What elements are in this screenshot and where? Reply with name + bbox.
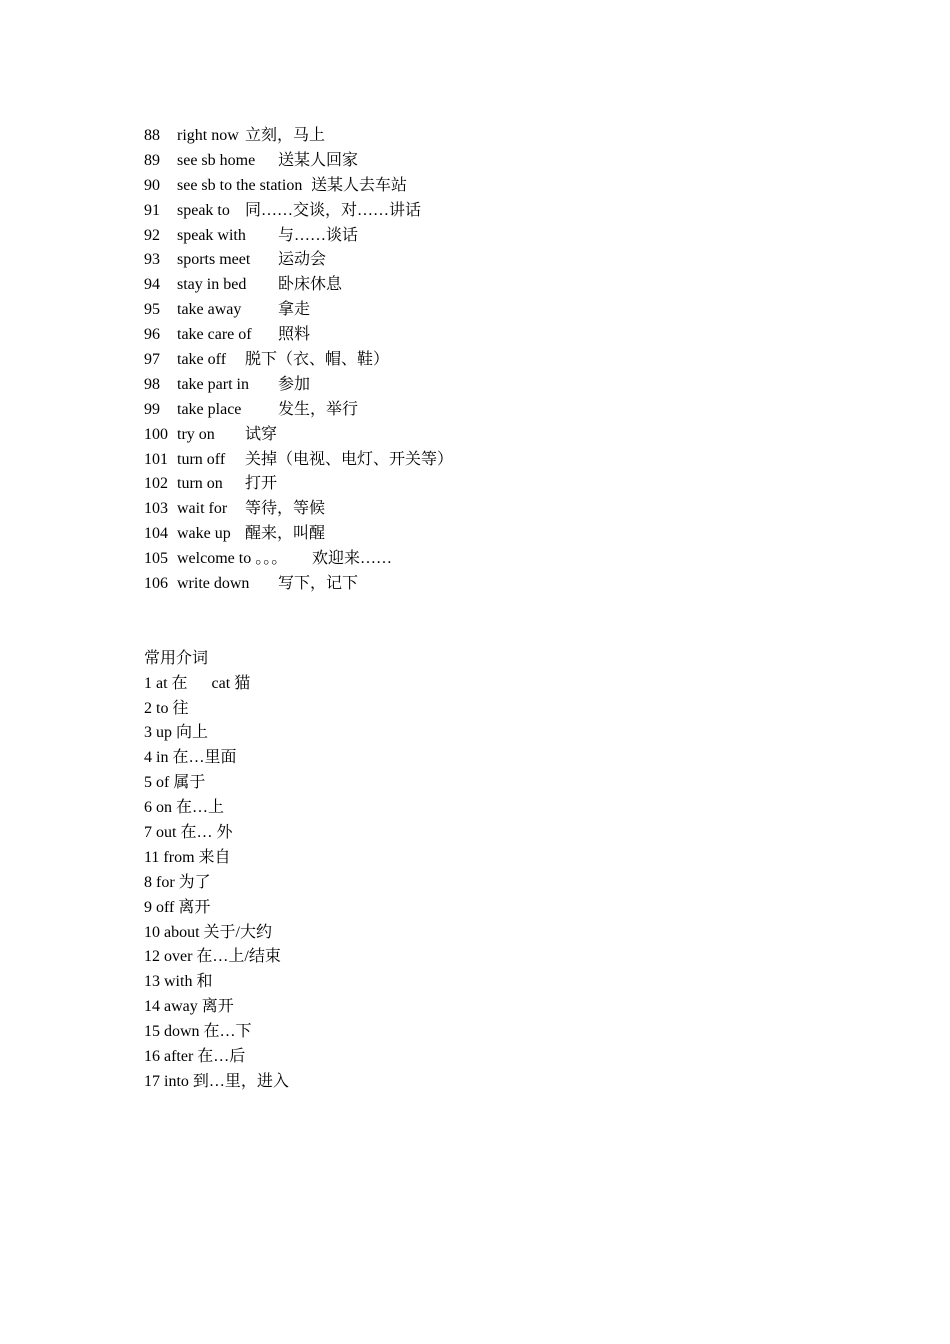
phrase-meaning: 立刻，马上 — [245, 127, 326, 144]
phrase-row — [144, 472, 844, 497]
preposition-item: 15 down 在…下 — [144, 1023, 252, 1041]
preposition-item: 16 after 在…后 — [144, 1047, 246, 1065]
preposition-item: 17 into 到…里，进入 — [144, 1072, 289, 1090]
phrase-number: 96 — [144, 326, 160, 344]
preposition-item: 2 to 往 — [144, 699, 189, 717]
phrase-text: wait for — [177, 500, 228, 518]
phrase-number: 92 — [144, 226, 160, 244]
phrase-meaning: 卧床休息 — [278, 276, 343, 294]
phrase-meaning: 送某人回家 — [278, 151, 359, 169]
phrase-row — [144, 149, 844, 174]
phrase-row — [144, 398, 844, 423]
document-page — [144, 124, 844, 1095]
preposition-item: 1 at 在 cat 猫 — [144, 674, 251, 692]
phrase-number: 101 — [144, 450, 168, 468]
phrase-number: 90 — [144, 176, 160, 194]
phrase-text: take off — [177, 351, 227, 369]
phrase-meaning: 打开 — [245, 475, 278, 493]
phrase-number: 104 — [144, 525, 168, 543]
phrase-number: 102 — [144, 475, 168, 493]
section-gap — [144, 597, 844, 647]
phrase-text: see sb home — [177, 151, 256, 169]
phrase-meaning: 运动会 — [278, 251, 327, 269]
phrase-text: take place — [177, 400, 242, 418]
preposition-item: 4 in 在…里面 — [144, 749, 237, 767]
phrase-text: write down — [177, 575, 250, 593]
phrase-number: 88 — [144, 127, 160, 144]
phrase-text: take part in — [177, 375, 249, 393]
phrase-meaning: 醒来，叫醒 — [245, 525, 326, 543]
preposition-item: 11 from 来自 — [144, 848, 231, 866]
phrase-row — [144, 224, 844, 249]
preposition-item: 7 out 在… 外 — [144, 823, 233, 841]
phrase-meaning: 等待，等候 — [245, 500, 326, 518]
phrase-meaning: 送某人去车站 — [311, 176, 408, 194]
phrase-row — [144, 348, 844, 373]
preposition-item: 13 with 和 — [144, 973, 213, 991]
phrase-row — [144, 124, 844, 149]
phrase-row — [144, 448, 844, 473]
phrase-number: 95 — [144, 301, 160, 319]
phrase-number: 100 — [144, 425, 168, 443]
phrase-row — [144, 373, 844, 398]
phrase-row — [144, 174, 844, 199]
phrase-text: wake up — [177, 525, 231, 543]
phrase-number: 89 — [144, 151, 160, 169]
phrase-number: 94 — [144, 276, 160, 294]
phrase-row — [144, 323, 844, 348]
phrase-meaning: 参加 — [278, 375, 311, 393]
phrase-meaning: 欢迎来…… — [312, 550, 393, 568]
phrase-text: welcome to 。。。 — [177, 550, 288, 568]
preposition-item: 6 on 在…上 — [144, 799, 225, 817]
phrase-number: 97 — [144, 351, 160, 369]
phrase-number: 93 — [144, 251, 160, 269]
phrase-text: turn on — [177, 475, 223, 493]
preposition-item: 12 over 在…上/结束 — [144, 948, 281, 966]
phrase-meaning: 关掉（电视、电灯、开关等） — [245, 450, 454, 468]
phrase-number: 106 — [144, 575, 168, 593]
phrase-text: speak to — [177, 201, 230, 219]
phrase-row — [144, 248, 844, 273]
preposition-item: 14 away 离开 — [144, 998, 234, 1016]
preposition-item: 3 up 向上 — [144, 724, 209, 742]
phrase-text: take care of — [177, 326, 252, 344]
phrase-meaning: 照料 — [278, 326, 311, 344]
phrase-meaning: 与……谈话 — [278, 226, 359, 244]
phrase-meaning: 发生，举行 — [278, 400, 359, 418]
phrase-text: sports meet — [177, 251, 251, 269]
phrase-row — [144, 522, 844, 547]
phrase-meaning: 同……交谈，对……讲话 — [245, 201, 422, 219]
phrase-row — [144, 298, 844, 323]
phrase-text: turn off — [177, 450, 226, 468]
phrase-row — [144, 423, 844, 448]
phrase-text: see sb to the station — [177, 176, 303, 194]
phrase-meaning: 脱下（衣、帽、鞋） — [245, 351, 390, 369]
phrase-text: right now — [177, 127, 239, 144]
phrase-text: take away — [177, 301, 242, 319]
phrase-number: 99 — [144, 400, 160, 418]
phrase-meaning: 试穿 — [245, 425, 278, 443]
phrase-row — [144, 547, 844, 572]
phrase-number: 98 — [144, 375, 160, 393]
phrase-row — [144, 572, 844, 597]
phrase-row — [144, 199, 844, 224]
phrase-text: speak with — [177, 226, 246, 244]
phrase-number: 105 — [144, 550, 168, 568]
phrase-number: 103 — [144, 500, 168, 518]
preposition-item: 8 for 为了 — [144, 873, 211, 891]
phrase-text: stay in bed — [177, 276, 247, 294]
section-heading: 常用介词 — [144, 649, 209, 667]
phrase-row — [144, 273, 844, 298]
phrase-list — [144, 124, 844, 597]
phrase-text: try on — [177, 425, 215, 443]
preposition-list — [144, 672, 844, 1095]
preposition-item: 9 off 离开 — [144, 898, 211, 916]
phrase-meaning: 拿走 — [278, 301, 311, 319]
phrase-meaning: 写下，记下 — [278, 575, 359, 593]
preposition-item: 10 about 关于/大约 — [144, 923, 272, 941]
preposition-item: 5 of 属于 — [144, 774, 206, 792]
phrase-number: 91 — [144, 201, 160, 219]
phrase-row — [144, 497, 844, 522]
